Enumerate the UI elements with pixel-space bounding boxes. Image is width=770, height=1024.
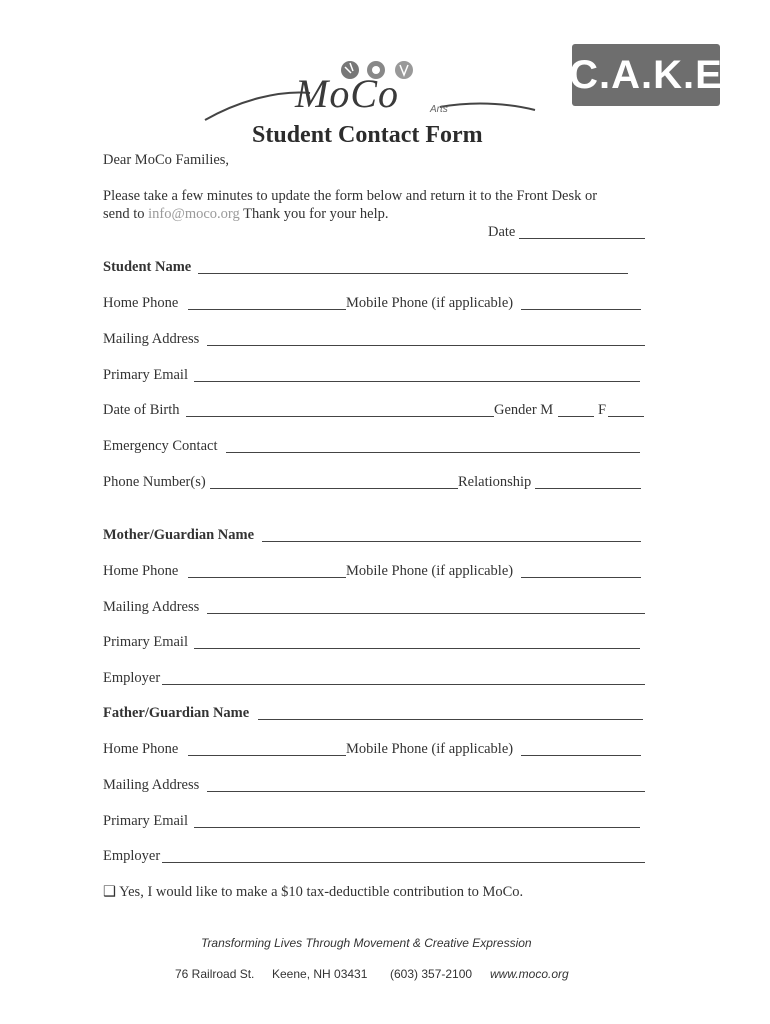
student-name-label: Student Name bbox=[103, 259, 192, 275]
student-emergency-contact-label: Emergency Contact bbox=[103, 438, 218, 454]
father-mailing-address-label: Mailing Address bbox=[103, 777, 200, 793]
student-mailing-address-field[interactable] bbox=[207, 345, 645, 346]
moco-logo-sub: Arts bbox=[430, 104, 448, 115]
father-mailing-address-field[interactable] bbox=[207, 791, 645, 792]
mother-mobile-phone-label: Mobile Phone (if applicable) bbox=[346, 563, 514, 579]
student-gender-f-label: F bbox=[598, 402, 607, 418]
student-relationship-field[interactable] bbox=[535, 488, 641, 489]
intro-line-2-suffix: Thank you for your help. bbox=[243, 206, 389, 222]
student-phone-numbers-field[interactable] bbox=[210, 488, 458, 489]
cake-logo-text: C.A.K.E bbox=[569, 52, 723, 97]
mother-name-field[interactable] bbox=[262, 541, 641, 542]
contribution-label: Yes, I would like to make a $10 tax-deductible contribution to MoCo. bbox=[119, 884, 524, 900]
moco-logo-text: MoCo bbox=[295, 71, 399, 116]
student-home-phone-label: Home Phone bbox=[103, 295, 179, 311]
student-gender-m-field[interactable] bbox=[558, 416, 594, 417]
mother-primary-email-field[interactable] bbox=[194, 648, 640, 649]
student-primary-email-field[interactable] bbox=[194, 381, 640, 382]
mother-home-phone-field[interactable] bbox=[188, 577, 346, 578]
student-primary-email-label: Primary Email bbox=[103, 367, 188, 383]
contribution-checkbox[interactable]: ❑ bbox=[103, 884, 116, 900]
father-home-phone-label: Home Phone bbox=[103, 741, 179, 757]
father-name-label: Father/Guardian Name bbox=[103, 705, 250, 721]
student-mailing-address-label: Mailing Address bbox=[103, 331, 200, 347]
footer-city: Keene, NH 03431 bbox=[272, 967, 368, 981]
father-employer-field[interactable] bbox=[162, 862, 645, 863]
father-mobile-phone-label: Mobile Phone (if applicable) bbox=[346, 741, 514, 757]
mother-mailing-address-field[interactable] bbox=[207, 613, 645, 614]
father-primary-email-label: Primary Email bbox=[103, 813, 188, 829]
father-employer-label: Employer bbox=[103, 848, 161, 864]
father-home-phone-field[interactable] bbox=[188, 755, 346, 756]
mother-primary-email-label: Primary Email bbox=[103, 634, 188, 650]
student-home-phone-field[interactable] bbox=[188, 309, 346, 310]
student-dob-field[interactable] bbox=[186, 416, 494, 417]
student-dob-label: Date of Birth bbox=[103, 402, 180, 418]
student-name-field[interactable] bbox=[198, 273, 628, 274]
date-field[interactable] bbox=[519, 238, 645, 239]
mother-name-label: Mother/Guardian Name bbox=[103, 527, 255, 543]
student-gender-f-field[interactable] bbox=[608, 416, 644, 417]
student-mobile-phone-label: Mobile Phone (if applicable) bbox=[346, 295, 514, 311]
mother-employer-field[interactable] bbox=[162, 684, 645, 685]
intro-line-2-prefix: send to bbox=[103, 206, 145, 222]
student-gender-label: Gender M bbox=[494, 402, 554, 418]
contribution-row[interactable] bbox=[103, 883, 523, 901]
mother-mobile-phone-field[interactable] bbox=[521, 577, 641, 578]
footer-address: 76 Railroad St. bbox=[175, 967, 255, 981]
date-label: Date bbox=[488, 224, 516, 240]
student-emergency-contact-field[interactable] bbox=[226, 452, 640, 453]
email-link[interactable]: info@moco.org bbox=[148, 206, 240, 222]
father-mobile-phone-field[interactable] bbox=[521, 755, 641, 756]
greeting: Dear MoCo Families, bbox=[103, 152, 230, 168]
cake-logo bbox=[569, 44, 723, 106]
mother-home-phone-label: Home Phone bbox=[103, 563, 179, 579]
father-name-field[interactable] bbox=[258, 719, 643, 720]
intro-line-1: Please take a few minutes to update the form below and return it to the Front Desk or bbox=[103, 188, 598, 204]
mother-mailing-address-label: Mailing Address bbox=[103, 599, 200, 615]
intro-line-2 bbox=[103, 205, 388, 223]
page-title: Student Contact Form bbox=[252, 122, 483, 148]
father-primary-email-field[interactable] bbox=[194, 827, 640, 828]
mother-employer-label: Employer bbox=[103, 670, 161, 686]
student-phone-numbers-label: Phone Number(s) bbox=[103, 474, 206, 490]
footer-website[interactable]: www.moco.org bbox=[490, 967, 569, 981]
student-mobile-phone-field[interactable] bbox=[521, 309, 641, 310]
footer-phone: (603) 357-2100 bbox=[390, 967, 473, 981]
footer-tagline: Transforming Lives Through Movement & Creative Expression bbox=[201, 936, 532, 950]
student-relationship-label: Relationship bbox=[458, 474, 532, 490]
